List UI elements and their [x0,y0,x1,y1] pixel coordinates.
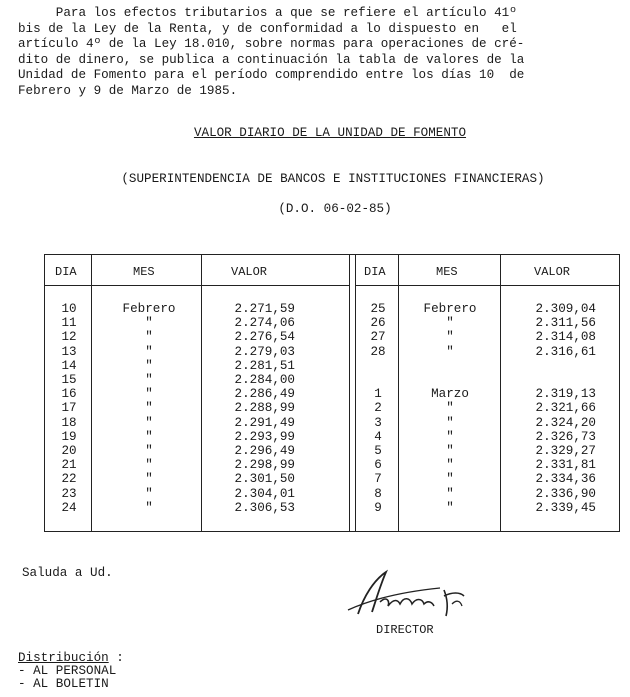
header-dia: DIA [364,265,386,279]
cell-valor: 2.301,50 [234,472,295,487]
cell-dia: 5 [374,444,382,458]
distribution-item: - AL PERSONAL [18,664,117,678]
cell-valor: 2.293,99 [234,429,295,444]
cell-dia: 27 [370,330,386,345]
intro-line: Unidad de Fomento para el período comprendido entre los días 10 de [18,68,525,83]
cell-valor: 2.314,08 [535,330,596,345]
cell-mes: " [446,401,454,416]
cell-mes: " [446,344,454,359]
cell-dia: 16 [61,387,77,402]
cell-valor: 2.336,90 [535,486,596,501]
cell-valor: 2.339,45 [535,500,596,515]
header-valor: VALOR [534,265,571,279]
cell-dia: 22 [61,472,77,487]
cell-valor: 2.288,99 [234,401,295,416]
cell-valor: 2.326,73 [535,429,596,444]
cell-dia: 25 [370,302,386,316]
cell-dia: 14 [61,358,77,373]
cell-valor: 2.274,06 [234,316,295,331]
document-title-wrap [0,126,630,140]
cell-mes: " [446,330,454,345]
cell-dia: 1 [374,387,382,402]
intro-line: Febrero y 9 de Marzo de 1985. [18,83,238,98]
cell-dia: 21 [61,458,77,473]
cell-valor: 2.329,27 [535,444,596,458]
document-title: VALOR DIARIO DE LA UNIDAD DE FOMENTO [193,126,467,140]
column-divider [500,255,501,531]
cell-mes: " [446,458,454,473]
cell-dia: 26 [370,316,386,331]
cell-valor: 2.331,81 [535,458,596,473]
cell-mes: " [145,344,153,359]
header-mes: MES [133,265,155,279]
cell-mes: Marzo [431,387,469,402]
cell-dia: 20 [61,444,77,458]
distribution-block [18,652,124,691]
cell-mes: " [446,500,454,515]
intro-line: artículo 4º de la Ley 18.010, sobre normas para operaciones de cré- [18,37,525,52]
cell-mes: " [446,472,454,487]
cell-mes: " [145,472,153,487]
distribution-item: - AL BOLETIN [18,677,109,691]
header-valor: VALOR [231,265,268,279]
cell-dia: 10 [61,302,77,316]
cell-valor: 2.324,20 [535,415,596,430]
cell-mes: Febrero [423,302,477,316]
distribution-label: Distribución [18,651,109,665]
column-divider [91,255,92,531]
cell-mes: " [446,486,454,501]
cell-dia: 15 [61,373,77,387]
signatory-title: DIRECTOR [376,623,434,637]
closing-greeting: Saluda a Ud. [22,566,113,580]
cell-valor: 2.319,13 [535,387,596,402]
cell-dia: 17 [61,401,77,416]
issuer-line: (SUPERINTENDENCIA DE BANCOS E INSTITUCIONES FINANCIERAS) [121,172,545,186]
cell-dia: 6 [374,458,382,473]
cell-valor: 2.309,04 [535,302,596,316]
cell-mes: " [145,373,153,387]
cell-mes: " [446,316,454,331]
intro-paragraph [18,6,618,100]
cell-dia: 28 [370,344,386,359]
cell-mes: " [145,358,153,373]
cell-valor: 2.281,51 [234,358,295,373]
cell-valor: 2.334,36 [535,472,596,487]
cell-dia: 24 [61,500,77,515]
cell-dia: 2 [374,401,382,416]
cell-valor: 2.291,49 [234,415,295,430]
header-mes: MES [436,265,458,279]
cell-mes: " [145,330,153,345]
header-dia: DIA [55,265,77,279]
column-divider [201,255,202,531]
cell-mes: " [145,316,153,331]
issuer-wrap [0,172,630,186]
cell-valor: 2.304,01 [234,486,295,501]
cell-mes: " [145,444,153,458]
official-gazette-ref: (D.O. 06-02-85) [278,202,392,216]
distribution-colon: : [108,651,124,665]
cell-valor: 2.279,03 [234,344,295,359]
cell-valor: 2.296,49 [234,444,295,458]
cell-valor: 2.284,00 [234,373,295,387]
official-gazette-ref-wrap [0,202,630,216]
intro-line: Para los efectos tributarios a que se refiere el artículo 41º [18,6,517,20]
cell-mes: " [446,444,454,458]
cell-dia: 4 [374,429,382,444]
table-left-half [45,255,350,531]
cell-mes: " [446,429,454,444]
cell-dia: 19 [61,429,77,444]
cell-dia: 18 [61,415,77,430]
cell-valor: 2.321,66 [535,401,596,416]
cell-mes: " [145,429,153,444]
intro-line: bis de la Ley de la Renta, y de conformidad a lo dispuesto en el [18,21,517,36]
cell-valor: 2.316,61 [535,344,596,359]
cell-mes: " [145,458,153,473]
table-right-half [355,255,620,531]
cell-dia: 8 [374,486,382,501]
uf-values-table [44,254,620,532]
header-divider [356,285,620,286]
cell-dia: 12 [61,330,77,345]
cell-valor: 2.286,49 [234,387,295,402]
cell-valor: 2.298,99 [234,458,295,473]
intro-line: dito de dinero, se publica a continuación la tabla de valores de la [18,52,525,67]
cell-dia: 9 [374,500,382,515]
header-divider [45,285,349,286]
cell-dia: 3 [374,415,382,430]
cell-valor: 2.271,59 [234,302,295,316]
column-divider [398,255,399,531]
cell-dia: 7 [374,472,382,487]
cell-mes: " [145,415,153,430]
cell-dia: 13 [61,344,77,359]
cell-dia: 11 [61,316,77,331]
cell-mes: " [145,401,153,416]
handwritten-signature [340,566,470,620]
cell-valor: 2.276,54 [234,330,295,345]
cell-mes: " [145,387,153,402]
cell-valor: 2.306,53 [234,500,295,515]
cell-valor: 2.311,56 [535,316,596,331]
cell-dia: 23 [61,486,77,501]
cell-mes: " [145,500,153,515]
cell-mes: " [446,415,454,430]
cell-mes: " [145,486,153,501]
cell-mes: Febrero [122,302,176,316]
